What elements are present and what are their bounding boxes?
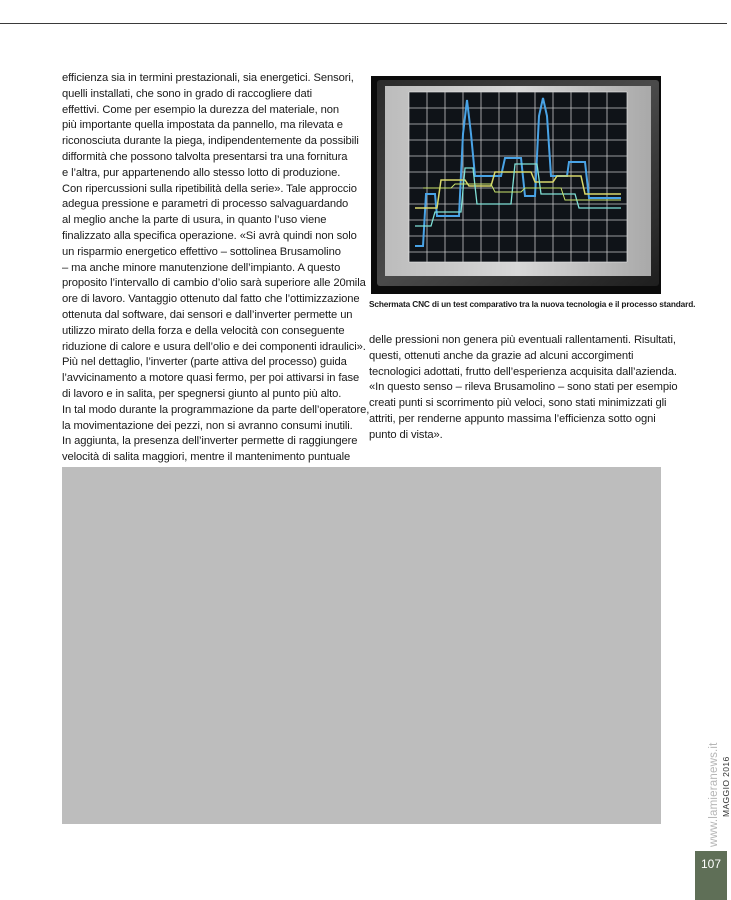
body-line: punto di vista».: [369, 428, 443, 441]
body-line: In aggiunta, la presenza dell’inverter permette di raggiungere: [62, 435, 358, 448]
issue-date: MAGGIO 2016: [721, 756, 731, 817]
body-line: al meglio anche la parte di usura, in quanto l’uso viene: [62, 214, 327, 227]
body-line: – ma anche minore manutenzione dell’impianto. A questo: [62, 261, 341, 274]
body-line: riconosciuta durante la piega, indipendentemente da possibili: [62, 135, 359, 148]
body-line: difformità che possono talvolta presentarsi tra una fornitura: [62, 150, 348, 163]
body-line: Con ripercussioni sulla ripetibilità della serie». Tale approccio: [62, 182, 357, 195]
body-line: quelli installati, che sono in grado di raccogliere dati: [62, 87, 312, 100]
body-line: tecnologici adottati, frutto dell’esperienza acquisita dall’azienda.: [369, 365, 677, 378]
body-line: l’avvicinamento a motore quasi fermo, per poi attivarsi in fase: [62, 372, 360, 385]
body-line: ottenuta dal software, dai sensori e dall’inverter permette un: [62, 308, 353, 321]
website-url: www.lamieranews.it: [708, 742, 720, 847]
article-column-left: [62, 71, 370, 466]
body-line: di lavoro e in salita, per spegnersi giunto al punto più alto.: [62, 387, 342, 400]
body-line: utilizzo mirato della forza e della velocità con conseguente: [62, 324, 345, 337]
body-line: proposito l’intervallo di cambio d’olio sarà superiore alle 20mila: [62, 277, 366, 290]
body-line: velocità di salita maggiori, mentre il mantenimento puntuale: [62, 451, 351, 464]
body-line: attriti, per renderne appunto massima l’efficienza sotto ogni: [369, 412, 656, 425]
body-line: più importante quella impostata da pannello, ma rilevata e: [62, 119, 343, 132]
body-line: riduzione di calore e usura dell’olio e dei componenti idraulici».: [62, 340, 366, 353]
header-rule: [0, 23, 727, 24]
page-number-badge: [695, 851, 727, 900]
body-line: finalizzato alla specifica operazione. «Si avrà quindi non solo: [62, 229, 357, 242]
body-line: In tal modo durante la programmazione da parte dell’operatore,: [62, 403, 370, 416]
advertisement-placeholder: [62, 467, 661, 824]
body-line: ore di lavoro. Vantaggio ottenuto dal fatto che l’ottimizzazione: [62, 293, 360, 306]
cnc-screen-photo: [371, 76, 661, 294]
body-line: Più nel dettaglio, l’inverter (parte attiva del processo) guida: [62, 356, 347, 369]
figure-caption: Schermata CNC di un test comparativo tra la nuova tecnologia e il processo standard.: [369, 299, 696, 309]
body-line: adegua pressione e parametri di processo salvaguardando: [62, 198, 349, 211]
page-number: 107: [700, 857, 722, 871]
body-line: la movimentazione dei pezzi, non si avranno consumi inutili.: [62, 419, 353, 432]
body-line: efficienza sia in termini prestazionali, sia energetici. Sensori,: [62, 72, 354, 84]
body-line: effettivi. Come per esempio la durezza del materiale, non: [62, 103, 340, 116]
body-line: questi, ottenuti anche da grazie ad alcuni accorgimenti: [369, 349, 634, 362]
body-line: un risparmio energetico effettivo – sottolinea Brusamolino: [62, 245, 341, 258]
body-line: creati punti si scorrimento più veloci, sono stati minimizzati gli: [369, 397, 667, 410]
body-line: e l’altra, pur appartenendo allo stesso lotto di produzione.: [62, 166, 341, 179]
body-line: delle pressioni non genera più eventuali rallentamenti. Risultati,: [369, 334, 676, 346]
body-line: «In questo senso – rileva Brusamolino – sono stati per esempio: [369, 381, 678, 394]
article-column-right: [369, 333, 678, 444]
